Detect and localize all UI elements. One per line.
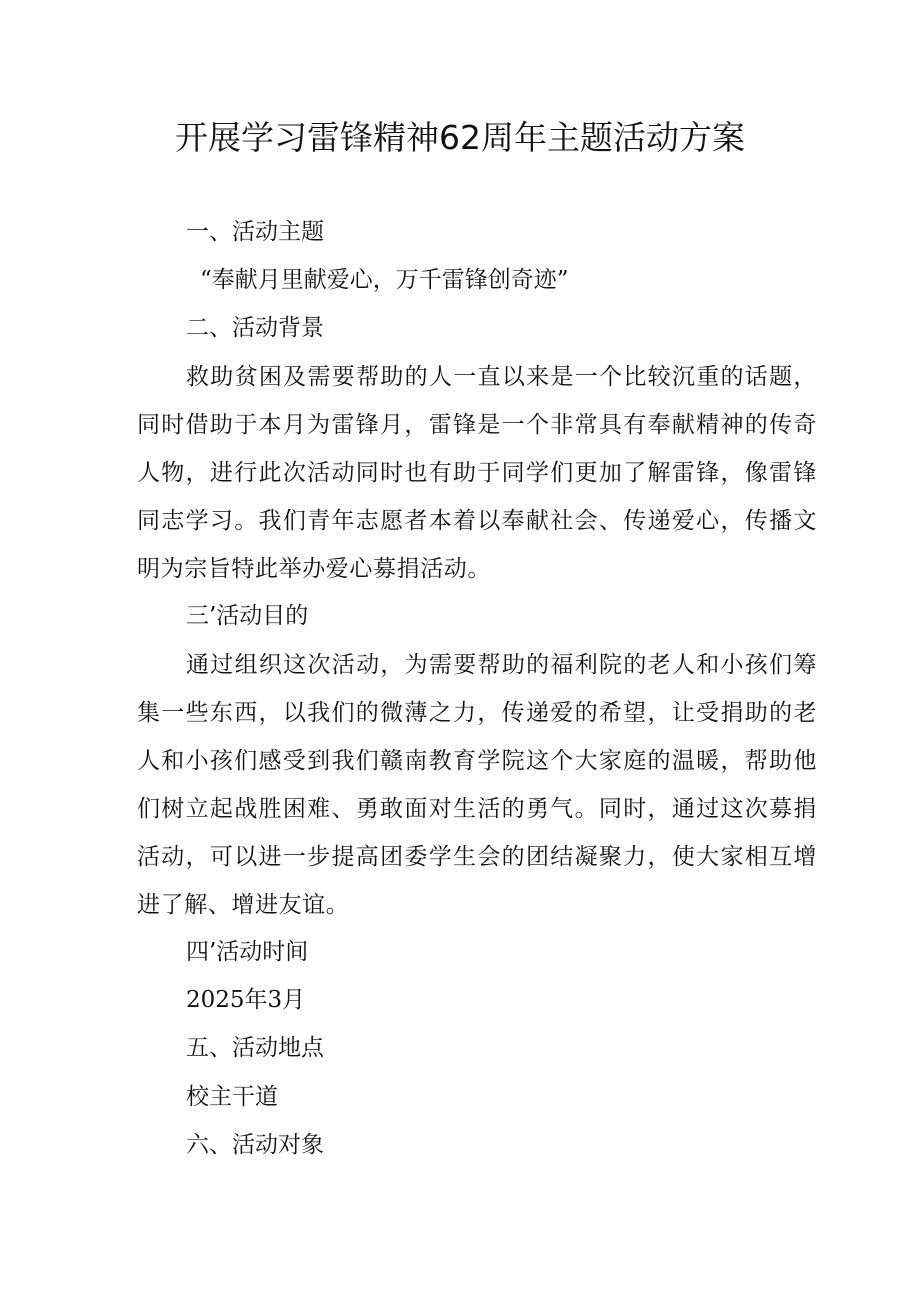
place-text: 校主干道 (186, 1084, 278, 1110)
place-heading: 五、活动地点 (186, 1035, 324, 1061)
background-paragraph: 救助贫困及需要帮助的人一直以来是一个比较沉重的话题，同时借助于本月为雷锋月，雷锋是一个非常具有奉献精神的传奇人物，进行此次活动同时也有助于同学们更加了解雷锋，像雷锋同志学习。我们青年志愿者本着以奉献社会、传递爱心，传播文明为宗旨特此举办爱心募捐活动。 (137, 364, 817, 582)
time-heading: 四’活动时间 (186, 939, 309, 965)
theme-text: “奉献月里献爱心，万千雷锋创奇迹” (200, 267, 569, 293)
time-text: 2025年3月 (186, 987, 306, 1013)
target-heading: 六、活动对象 (186, 1132, 324, 1158)
theme-heading: 一、活动主题 (186, 219, 324, 245)
background-heading: 二、活动背景 (186, 315, 324, 341)
document-title: 开展学习雷锋精神62周年主题活动方案 (175, 118, 745, 157)
purpose-heading: 三’活动目的 (186, 603, 309, 629)
purpose-paragraph: 通过组织这次活动，为需要帮助的福利院的老人和小孩们筹集一些东西，以我们的微薄之力，传递爱的希望，让受捐助的老人和小孩们感受到我们赣南教育学院这个大家庭的温暖，帮助他们树立起战胜困难、勇敢面对生活的勇气。同时，通过这次募捐活动，可以进一步提高团委学生会的团结凝聚力，使大家相互增进了解、增进友谊。 (137, 652, 817, 918)
